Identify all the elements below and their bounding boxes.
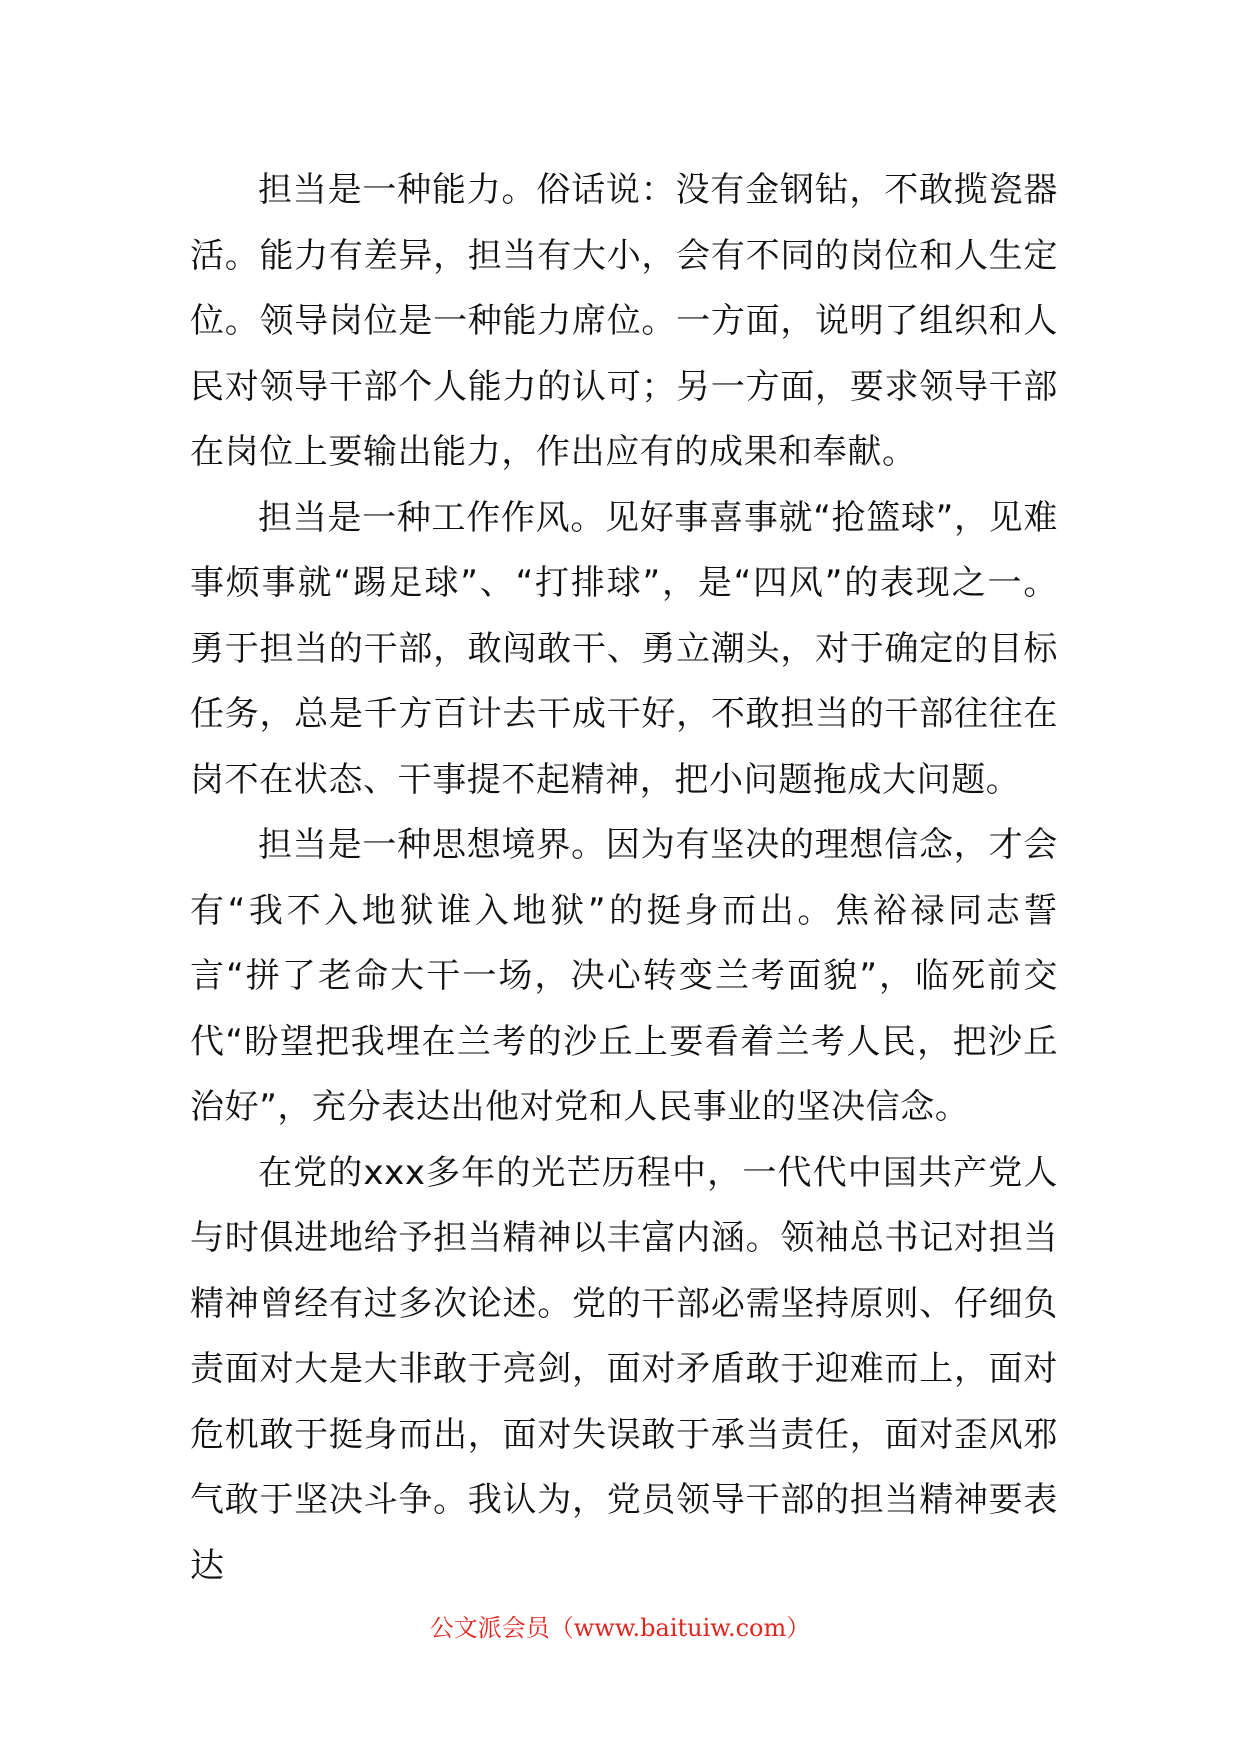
paragraph-ideological-realm: 担当是一种思想境界。因为有坚决的理想信念，才会有“我不入地狱谁入地狱”的挺身而出。焦裕禄同志誓言“拼了老命大干一场，决心转变兰考面貌”，临死前交代“盼望把我埋在兰考的沙丘上要看着兰考人民，把沙丘治好”，充分表达出他对党和人民事业的坚决信念。 [190, 825, 1058, 1127]
paragraph-party-history: 在党的xxx多年的光芒历程中，一代代中国共产党人与时俱进地给予担当精神以丰富内涵。领袖总书记对担当精神曾经有过多次论述。党的干部必需坚持原则、仔细负责面对大是大非敢于亮剑，面对矛盾敢于迎难而上，面对危机敢于挺身而出，面对失误敢于承当责任，面对歪风邪气敢于坚决斗争。我认为，党员领导干部的担当精神要表达 [190, 1152, 1058, 1586]
footer-watermark: 公文派会员（www.baituiw.com） [429, 1614, 811, 1642]
document-body [190, 158, 1058, 1599]
paragraph-work-style: 担当是一种工作作风。见好事喜事就“抢篮球”，见难事烦事就“踢足球”、“打排球”，是“四风”的表现之一。勇于担当的干部，敢闯敢干、勇立潮头，对于确定的目标任务，总是千方百计去干成干好，不敢担当的干部往往在岗不在状态、干事提不起精神，把小问题拖成大问题。 [190, 497, 1058, 800]
paragraph-ability: 担当是一种能力。俗话说：没有金钢钻，不敢揽瓷器活。能力有差异，担当有大小，会有不同的岗位和人生定位。领导岗位是一种能力席位。一方面，说明了组织和人民对领导干部个人能力的认可；另一方面，要求领导干部在岗位上要输出能力，作出应有的成果和奉献。 [190, 170, 1058, 472]
